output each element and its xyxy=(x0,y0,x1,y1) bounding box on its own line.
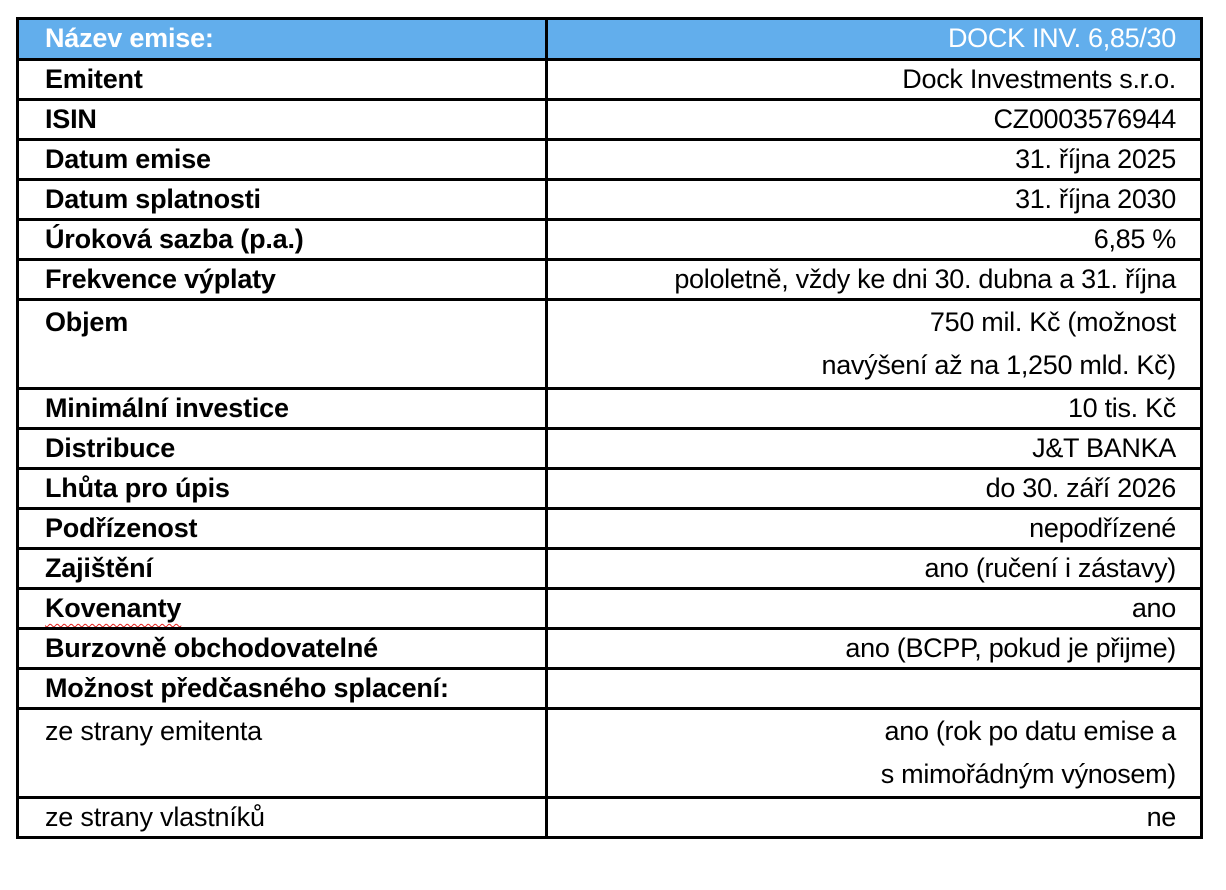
table-row-emitent xyxy=(18,60,1202,100)
row-value: 31. října 2030 xyxy=(547,180,1202,220)
row-value: ne xyxy=(547,798,1202,838)
row-label: Distribuce xyxy=(18,429,547,469)
table-row-interest-rate xyxy=(18,220,1202,260)
row-value xyxy=(547,300,1202,389)
row-value: ano (ručení i zástavy) xyxy=(547,549,1202,589)
row-value: 10 tis. Kč xyxy=(547,389,1202,429)
table-row-holder-put xyxy=(18,798,1202,838)
spellcheck-underlined-text: Kovenanty xyxy=(45,593,182,623)
row-label: Možnost předčasného splacení: xyxy=(18,669,547,709)
table-row-collateral xyxy=(18,549,1202,589)
table-row-maturity-date xyxy=(18,180,1202,220)
row-label: Objem xyxy=(18,300,547,389)
table-row-distribution xyxy=(18,429,1202,469)
row-value: Dock Investments s.r.o. xyxy=(547,60,1202,100)
issue-name-label: Název emise: xyxy=(18,19,547,60)
table-row-early-redemption xyxy=(18,669,1202,709)
table-row-isin xyxy=(18,100,1202,140)
row-label: ze strany emitenta xyxy=(18,709,547,798)
row-value: J&T BANKA xyxy=(547,429,1202,469)
row-value: ano (BCPP, pokud je přijme) xyxy=(547,629,1202,669)
table-row-issue-date xyxy=(18,140,1202,180)
row-value-line: ano (rok po datu emise a xyxy=(884,716,1176,746)
row-value: ano xyxy=(547,589,1202,629)
issue-name-value: DOCK INV. 6,85/30 xyxy=(547,19,1202,60)
row-value: 31. října 2025 xyxy=(547,140,1202,180)
row-value: CZ0003576944 xyxy=(547,100,1202,140)
row-label: Lhůta pro úpis xyxy=(18,469,547,509)
row-label: Podřízenost xyxy=(18,509,547,549)
table-header-row xyxy=(18,19,1202,60)
row-value-line: s mimořádným výnosem) xyxy=(880,759,1176,789)
row-label: Emitent xyxy=(18,60,547,100)
table-row-subscription-period xyxy=(18,469,1202,509)
bond-parameters-table xyxy=(16,17,1203,839)
row-label: Burzovně obchodovatelné xyxy=(18,629,547,669)
table-row-covenants xyxy=(18,589,1202,629)
row-label: Úroková sazba (p.a.) xyxy=(18,220,547,260)
row-label: Datum splatnosti xyxy=(18,180,547,220)
row-label: Minimální investice xyxy=(18,389,547,429)
row-label: Frekvence výplaty xyxy=(18,260,547,300)
row-value xyxy=(547,669,1202,709)
row-value-line: navýšení až na 1,250 mld. Kč) xyxy=(821,350,1176,380)
row-label: ISIN xyxy=(18,100,547,140)
row-label: ze strany vlastníků xyxy=(18,798,547,838)
row-value: pololetně, vždy ke dni 30. dubna a 31. října xyxy=(547,260,1202,300)
row-value xyxy=(547,709,1202,798)
table-row-exchange-tradable xyxy=(18,629,1202,669)
row-value: do 30. září 2026 xyxy=(547,469,1202,509)
row-label xyxy=(18,589,547,629)
table-row-issuer-call xyxy=(18,709,1202,798)
row-value: nepodřízené xyxy=(547,509,1202,549)
table-row-subordination xyxy=(18,509,1202,549)
row-value: 6,85 % xyxy=(547,220,1202,260)
row-label: Datum emise xyxy=(18,140,547,180)
table-row-payment-frequency xyxy=(18,260,1202,300)
row-label: Zajištění xyxy=(18,549,547,589)
table-row-volume xyxy=(18,300,1202,389)
table-row-minimum-investment xyxy=(18,389,1202,429)
row-value-line: 750 mil. Kč (možnost xyxy=(929,307,1176,337)
